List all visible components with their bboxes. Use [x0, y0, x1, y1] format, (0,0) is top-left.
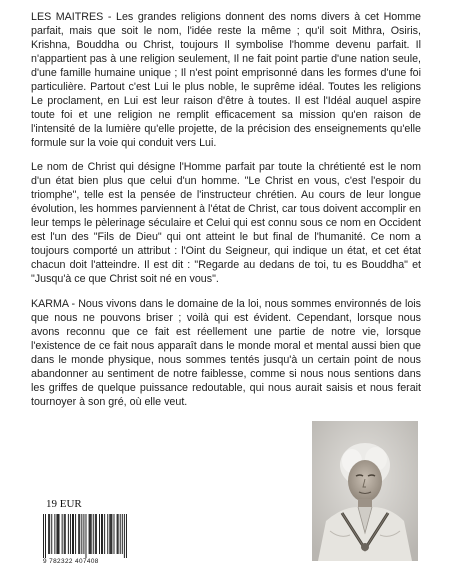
barcode-bar [75, 514, 76, 554]
barcode-bar [51, 514, 52, 554]
barcode-bar [78, 514, 79, 554]
barcode-bar [79, 514, 80, 554]
barcode-bar [70, 514, 71, 554]
barcode-bar [72, 514, 73, 554]
barcode-bar [90, 514, 91, 554]
barcode-bar [45, 514, 46, 558]
price-label: 19 EUR [46, 498, 82, 510]
barcode-bar [126, 514, 127, 558]
barcode-bar [120, 514, 121, 554]
barcode-bar [83, 514, 84, 554]
paragraph-nom-de-christ: Le nom de Christ qui désigne l'Homme parfait par toute la chrétienté est le nom d'un état bien plus que celui d'un homme. "Le Christ en vous, c'est l'espoir du triomphe", telle est la pensée de l'instructeur chrétien. Au cours de leur longue évolution, les hommes parviennent à l'état de Christ, car tous doivent accomplir en leur temps le pèlerinage séculaire et Celui qui est connu sous ce nom en Occident est l'un des "Fils de Dieu" qui ont atteint le but final de l'humanité. Ce nom a toujours comporté un attribut : l'Oint du Seigneur, qui indique un état, et cet état chacun doit l'atteindre. Il est dit : "Regarde au dedans de toi, tu es Bouddha" et "Jusqu'à ce que Christ soit né en vous". [31, 161, 421, 285]
barcode-bar [93, 514, 94, 554]
barcode-bar [64, 514, 65, 554]
barcode-bar [73, 514, 74, 554]
barcode-bar [99, 514, 100, 554]
barcode-bar [118, 514, 119, 554]
barcode-bar [111, 514, 112, 554]
barcode-bars [43, 514, 127, 558]
portrait-image [312, 421, 418, 561]
barcode-bar [117, 514, 118, 554]
barcode-bar [54, 514, 55, 554]
barcode-bar [43, 514, 44, 558]
barcode-bar [96, 514, 97, 554]
barcode-bar [58, 514, 59, 554]
barcode-bar [104, 514, 105, 554]
barcode-bar [48, 514, 49, 554]
barcode-bar [122, 514, 123, 554]
barcode-bar [114, 514, 115, 554]
barcode-bar [81, 514, 82, 554]
barcode-bar [95, 514, 96, 554]
barcode-bar [91, 514, 92, 554]
barcode-bar [110, 514, 111, 554]
barcode-bar [68, 514, 69, 554]
barcode-bar [107, 514, 108, 554]
paragraph-les-maitres: LES MAITRES - Les grandes religions donnent des noms divers à cet Homme parfait, mais que soit le nom, l'idée reste la même ; qu'il soit Mithra, Osiris, Krishna, Bouddha ou Christ, toujours Il symbolise l'homme devenu parfait. Il n'appartient pas à une religion seulement, Il ne fait point partie d'une nation seule, d'une famille humaine unique ; Il n'est point emprisonné dans les formes d'une foi particulière. Partout c'est Lui le plus noble, le suprême idéal. Toutes les religions Le proclament, en Lui est leur raison d'être à toutes. Il est l'Idéal auquel aspire toute foi et une religion ne remplit efficacement sa mission qu'en raison de l'intensité de la lumière qu'elle projette, de la précision des enseignements qu'elle formule sur la voie qui conduit vers Lui. [31, 11, 421, 149]
barcode-bar [59, 514, 60, 554]
barcode-bar [124, 514, 125, 558]
barcode-bar [65, 514, 66, 554]
barcode-bar [89, 514, 90, 554]
barcode-bar [56, 514, 57, 554]
barcode-bar [109, 514, 110, 554]
barcode-bar [101, 514, 102, 554]
isbn-barcode [43, 514, 127, 570]
author-portrait-photo [312, 421, 418, 561]
barcode-bar [62, 514, 63, 554]
paragraph-karma: KARMA - Nous vivons dans le domaine de la loi, nous sommes environnés de lois que nous ne pouvons briser ; voilà qui est évident. Cependant, lorsque nous avons reconnu que ce fait est réellement une partie de notre vie, lorsque l'existence de ce fait nous apparaît dans le monde moral et mental aussi bien que dans le monde physique, nous sommes tentés jusqu'à un certain point de nous abandonner au sentiment de notre faiblesse, comme si nous nous sentions dans les griffes de quelque puissance redoutable, qui nous aurait saisis et nous ferait tournoyer à son gré, où elle veut. [31, 298, 421, 408]
barcode-bar [86, 514, 87, 558]
barcode-bar [102, 514, 103, 554]
barcode-bar [49, 514, 50, 554]
isbn-number: 9 782322 407408 [43, 558, 99, 565]
